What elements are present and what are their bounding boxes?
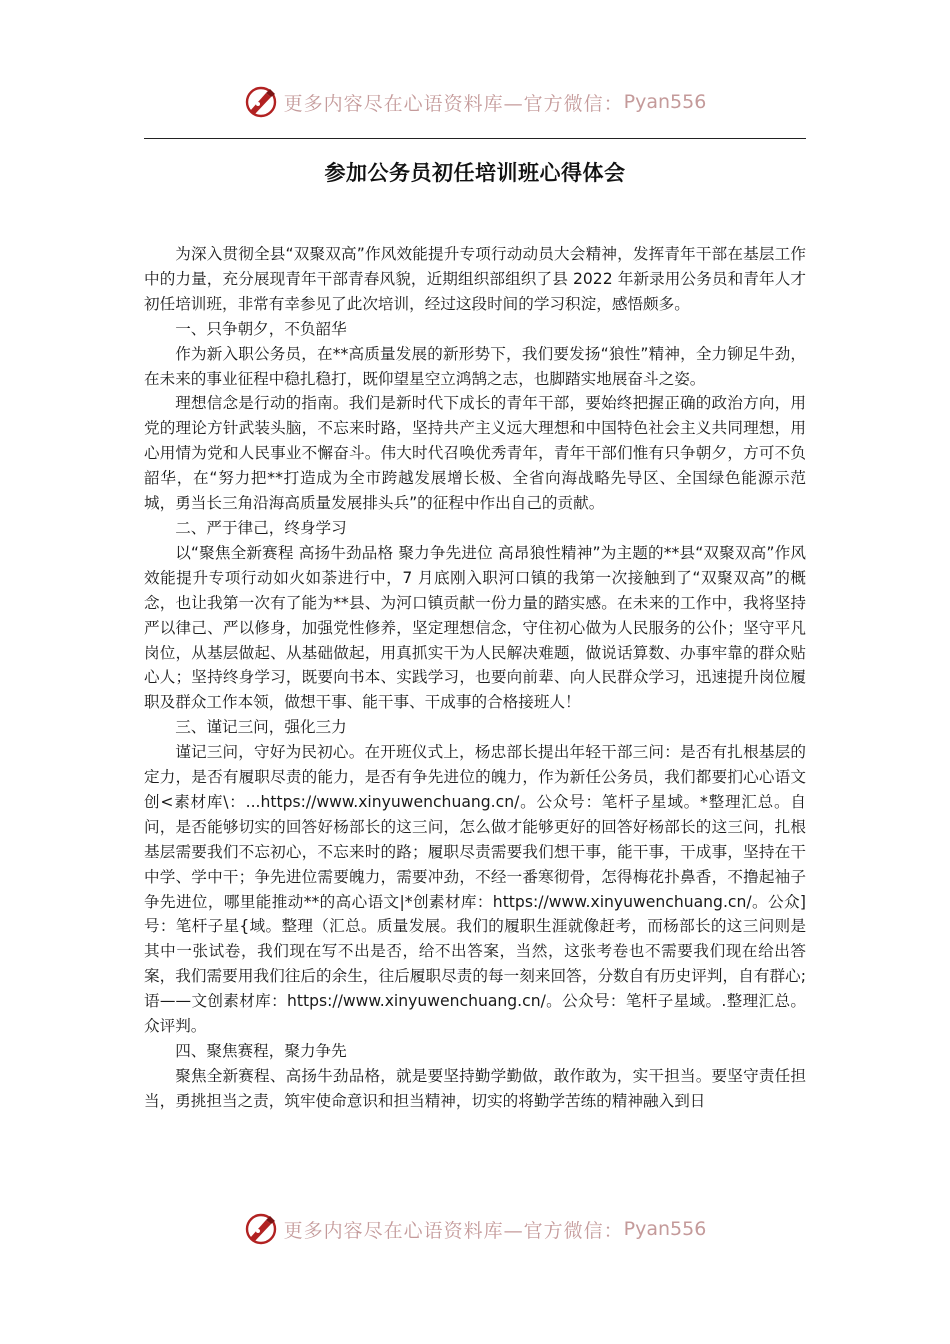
banner-wechat-id: Pyan556 bbox=[623, 91, 707, 113]
paragraph: 聚焦全新赛程、高扬牛劲品格，就是要坚持勤学勤做，敢作敢为，实干担当。要坚守责任担当，勇挑担当之责，筑牢使命意识和担当精神，切实的将勤学苦练的精神融入到日 bbox=[144, 1066, 806, 1110]
document-body bbox=[144, 242, 806, 1114]
banner-text: 更多内容尽在心语资料库—官方微信： bbox=[283, 1219, 624, 1242]
paragraph: 谨记三问，守好为民初心。在开班仪式上，杨忠部长提出年轻干部三问：是否有扎根基层的定力，是否有履职尽责的能力，是否有争先进位的魄力，作为新任公务员，我们都要扪心心语文创<素材库\：...https://www.xinyuwenchuang.cn/。公众号：笔杆子星域。*整理汇总。自问，是否能够切实的回答好杨部长的这三问，怎么做才能够更好的回答好杨部长的这三问，扎根基层需要我们不忘初心，不忘来时的路；履职尽责需要我们想干事，能干事，干成事，坚持在干中学、学中干；争先进位需要魄力，需要冲劲，不经一番寒彻骨，怎得梅花扑鼻香，不撸起袖子争先进位，哪里能推动**的高心语文|*创素材库：https://www.xinyuwenchuang.cn/。公众]号：笔杆子星{域。整理（汇总。质量发展。我们的履职生涯就像赶考，而杨部长的这三问则是其中一张试卷，我们现在写不出是否，给不出答案，当然，这张考卷也不需要我们现在给出答案，我们需要用我们往后的余生，往后履职尽责的每一刻来回答，分数自有历史评判，自有群心;语——文创素材库：https://www.xinyuwenchuang.cn/。公众号：笔杆子星域。.整理汇总。众评判。 bbox=[144, 743, 806, 1036]
section-heading: 三、谨记三问，强化三力 bbox=[175, 718, 347, 737]
paragraph: 以“聚焦全新赛程 高扬牛劲品格 聚力争先进位 高昂狼性精神”为主题的**县“双聚双高”作风效能提升专项行动如火如荼进行中，7 月底刚入职河口镇的我第一次接触到了“双聚双高”的概念，也让我第一次有了能为**县、为河口镇贡献一份力量的踏实感。在未来的工作中，我将坚持严以律己、严以修身，加强党性修养，坚定理想信念，守住初心做为人民服务的公仆；坚守平凡岗位，从基层做起、从基础做起，用真抓实干为人民解决难题，做说话算数、办事牢靠的群众贴心人；坚持终身学习，既要向书本、实践学习，也要向前辈、向人民群众学习，迅速提升岗位履职及群众工作本领，做想干事、能干事、干成事的合格接班人！ bbox=[144, 543, 806, 712]
pen-logo-icon bbox=[244, 84, 280, 120]
section-heading: 二、严于律己，终身学习 bbox=[175, 518, 347, 537]
paragraph: 为深入贯彻全县“双聚双高”作风效能提升专项行动动员大会精神，发挥青年干部在基层工作中的力量，充分展现青年干部青春风貌，近期组织部组织了县 2022 年新录用公务员和青年人才初任培训班，非常有幸参见了此次培训，经过这段时间的学习积淀，感悟颇多。 bbox=[144, 245, 806, 313]
paragraph: 理想信念是行动的指南。我们是新时代下成长的青年干部，要始终把握正确的政治方向，用党的理论方针武装头脑，不忘来时路，坚持共产主义远大理想和中国特色社会主义共同理想，用心用情为党和人民事业不懈奋斗。伟大时代召唤优秀青年，青年干部们惟有只争朝夕，方可不负韶华，在“努力把**打造成为全市跨越发展增长极、全省向海战略先导区、全国绿色能源示范城，勇当长三角沿海高质量发展排头兵”的征程中作出自己的贡献。 bbox=[144, 394, 806, 513]
section-heading: 四、聚焦赛程，聚力争先 bbox=[175, 1042, 347, 1060]
paragraph: 作为新入职公务员，在**高质量发展的新形势下，我们要发扬“狼性”精神，全力铆足牛劲，在未来的事业征程中稳扎稳打，既仰望星空立鸿鹄之志，也脚踏实地展奋斗之姿。 bbox=[144, 344, 806, 388]
banner-wechat-id: Pyan556 bbox=[623, 1218, 707, 1240]
banner-text: 更多内容尽在心语资料库—官方微信： bbox=[283, 92, 624, 115]
header-banner bbox=[0, 82, 950, 122]
footer-banner bbox=[0, 1209, 950, 1249]
document-title: 参加公务员初任培训班心得体会 bbox=[324, 161, 626, 185]
section-heading: 一、只争朝夕，不负韶华 bbox=[175, 319, 347, 338]
pen-logo-icon bbox=[244, 1211, 280, 1247]
header-rule bbox=[144, 138, 806, 139]
